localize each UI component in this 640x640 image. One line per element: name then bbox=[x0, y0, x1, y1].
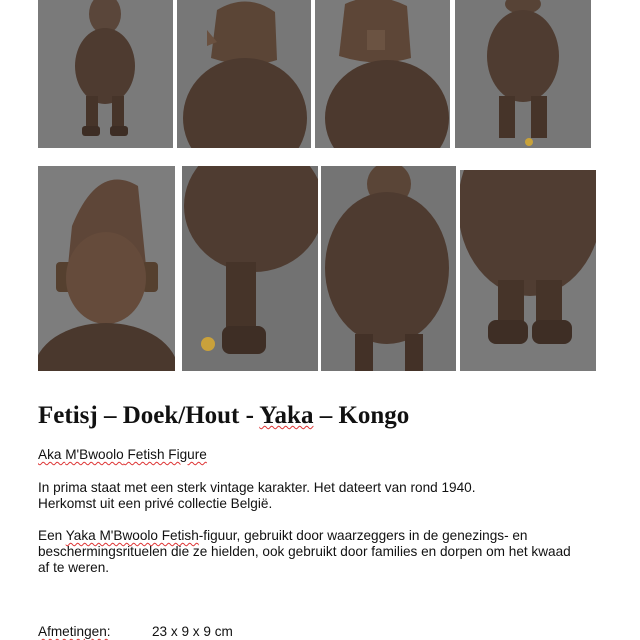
photo-figure-front bbox=[38, 0, 173, 148]
photo-figure-back bbox=[455, 0, 591, 148]
extra-line: af te weren. bbox=[38, 560, 110, 575]
extra-spell: Yaka M'Bwoolo Fetish bbox=[65, 528, 199, 543]
description-line: In prima staat met een sterk vintage karakter. Het dateert van rond 1940. bbox=[38, 480, 476, 495]
photo-head-side bbox=[315, 0, 450, 148]
aka-prefix: Aka bbox=[38, 447, 66, 462]
measurements-value: 23 x 9 x 9 cm bbox=[152, 624, 233, 639]
aka-suffix: Fetish Figure bbox=[123, 447, 207, 462]
extra-line: beschermingsrituelen die ze hielden, ook gebruikt door families en dorpen om het kwaad bbox=[38, 544, 571, 559]
title-part: – Kongo bbox=[313, 402, 410, 429]
measurements-label: Afmetingen: bbox=[38, 624, 111, 639]
description-line: Herkomst uit een privé collectie België. bbox=[38, 496, 273, 511]
photo-body-legs bbox=[182, 166, 318, 371]
title-part: Fetisj – Doek/Hout - bbox=[38, 402, 260, 429]
photo-face-closeup bbox=[38, 166, 175, 371]
title-yaka: Yaka bbox=[259, 402, 314, 429]
aka-line bbox=[38, 447, 207, 463]
extra-line bbox=[38, 528, 528, 544]
extra-text: -figuur, gebruikt door waarzeggers in de genezings- en bbox=[198, 528, 528, 543]
photo-legs-closeup bbox=[460, 170, 596, 371]
photo-body-front bbox=[321, 166, 456, 371]
photo-head-profile bbox=[177, 0, 311, 148]
aka-name: M'Bwoolo bbox=[65, 447, 124, 462]
page-title bbox=[38, 402, 409, 430]
extra-text: Een bbox=[38, 528, 66, 543]
